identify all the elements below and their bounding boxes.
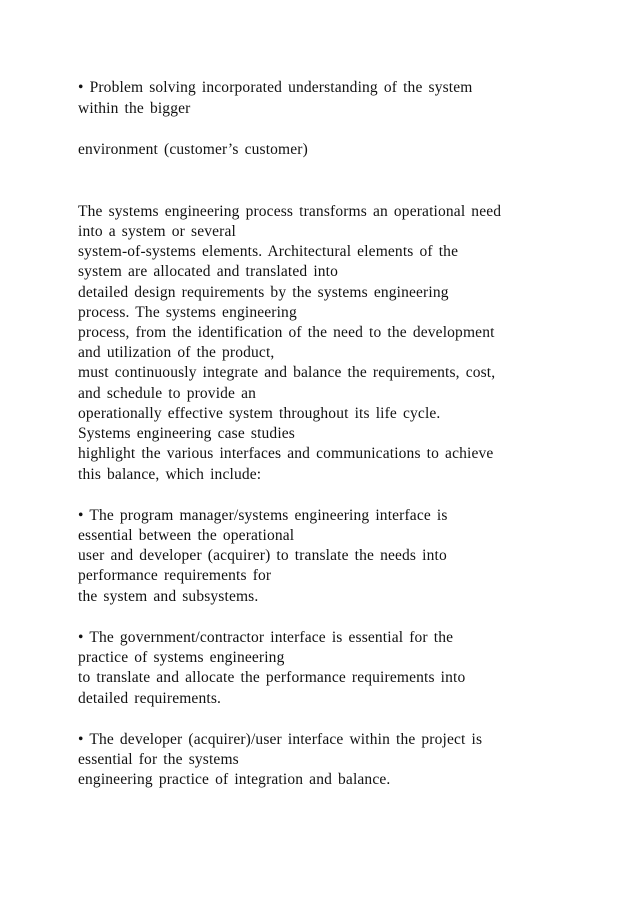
text-line: essential for the systems [78,751,239,768]
text-line: engineering practice of integration and balance. [78,771,391,788]
text-line: process, from the identification of the need to the development [78,324,495,341]
text-line: into a system or several [78,223,236,240]
text-line: this balance, which include: [78,466,262,483]
text-line: The systems engineering process transforms an operational need [78,203,502,220]
text-line: practice of systems engineering [78,649,285,666]
text-line: and utilization of the product, [78,344,275,361]
text-line: environment (customer’s customer) [78,141,308,158]
text-line: to translate and allocate the performance requirements into [78,669,466,686]
text-line: • The government/contractor interface is essential for the [78,629,454,646]
text-line: and schedule to provide an [78,385,257,402]
text-line: process. The systems engineering [78,304,297,321]
text-line: essential between the operational [78,527,295,544]
text-line: performance requirements for [78,567,272,584]
text-line: operationally effective system throughout its life cycle. [78,405,441,422]
text-line: Systems engineering case studies [78,425,295,442]
text-line: highlight the various interfaces and communications to achieve [78,445,494,462]
text-line: • The developer (acquirer)/user interface within the project is [78,731,483,748]
text-line: • Problem solving incorporated understanding of the system [78,79,473,96]
text-line: must continuously integrate and balance the requirements, cost, [78,364,496,381]
text-line: detailed design requirements by the systems engineering [78,284,449,301]
text-line: detailed requirements. [78,690,222,707]
text-line: the system and subsystems. [78,588,259,605]
text-line: • The program manager/systems engineering interface is [78,507,448,524]
text-line: system are allocated and translated into [78,263,339,280]
text-line: within the bigger [78,100,191,117]
text-line: system-of-systems elements. Architectural elements of the [78,243,459,260]
text-line: user and developer (acquirer) to translate the needs into [78,547,447,564]
